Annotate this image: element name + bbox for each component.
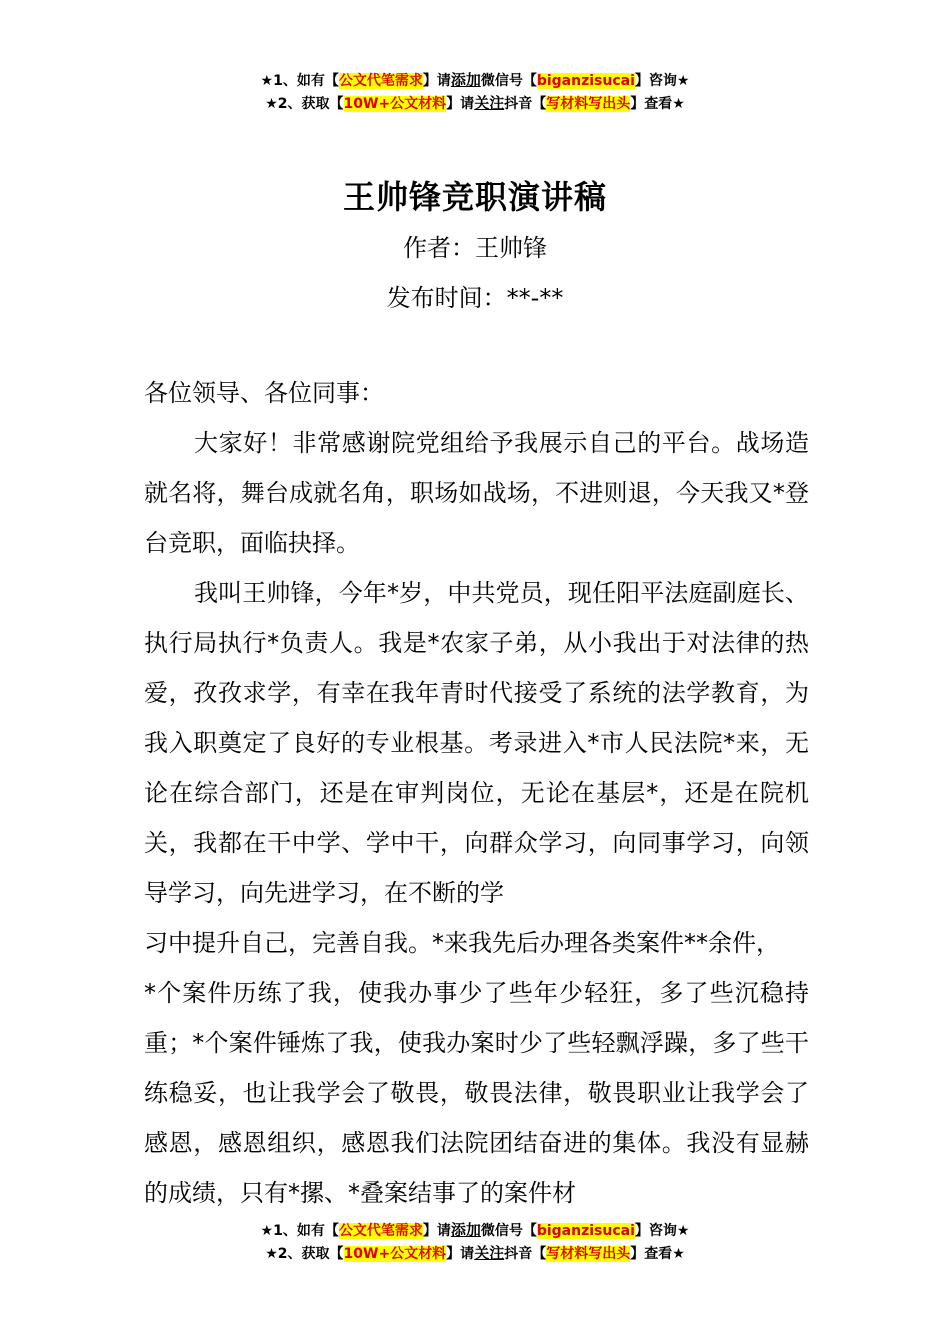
douyin-account: 写材料写出头: [546, 1246, 631, 1262]
highlight-text: 公文代笔需求: [338, 1223, 423, 1239]
banner-line-1: ★1、如有【公文代笔需求】请添加微信号【biganzisucai】咨询★: [260, 71, 690, 89]
paragraph-continuation: 习中提升自己，完善自我。*来我先后办理各类案件**余件，: [144, 929, 780, 957]
paragraph: 大家好！非常感谢院党组给予我展示自己的平台。战场造就名将，舞台成就名角，职场如战场，不进则退，今天我又*登台竞职，面临抉择。: [144, 429, 809, 557]
highlight-text: 10W+公文材料: [343, 1246, 447, 1262]
footer-banner: [0, 1219, 950, 1265]
banner-line-2: ★2、获取【10W+公文材料】请关注抖音【写材料写出头】查看★: [265, 94, 685, 112]
paragraph: 我叫王帅锋，今年*岁，中共党员，现任阳平法庭副庭长、执行局执行*负责人。我是*农家子弟，从小我出于对法律的热爱，孜孜求学，有幸在我年青时代接受了系统的法学教育，为我入职奠定了良好的专业根基。考录进入*市人民法院*来，无论在综合部门，还是在审判岗位，无论在基层*，还是在院机关，我都在干中学、学中干，向群众学习，向同事学习，向领导学习，向先进学习，在不断的学: [144, 579, 809, 907]
underlined-text: 添加: [450, 71, 481, 89]
underlined-text: 关注: [474, 1244, 505, 1262]
paragraph-continuation: *个案件历练了我，使我办事少了些年少轻狂，多了些沉稳持重；*个案件锤炼了我，使我办案时少了些轻飘浮躁，多了些干练稳妥，也让我学会了敬畏，敬畏法律，敬畏职业让我学会了感恩，感恩组织，感恩我们法院团结奋进的集体。我没有显赫的成绩，只有*摞、*叠案结事了的案件材: [144, 979, 809, 1207]
author-line: 作者：王帅锋: [403, 234, 547, 262]
highlight-text: 10W+公文材料: [343, 96, 447, 112]
highlight-text: 公文代笔需求: [338, 73, 423, 89]
document-body: [144, 368, 809, 1218]
salutation: 各位领导、各位同事：: [144, 379, 384, 407]
underlined-text: 添加: [450, 1221, 481, 1239]
underlined-text: 关注: [474, 94, 505, 112]
banner-line-2: ★2、获取【10W+公文材料】请关注抖音【写材料写出头】查看★: [265, 1244, 685, 1262]
wechat-id: biganzisucai: [536, 1223, 635, 1239]
publish-time: 发布时间：**-**: [386, 284, 564, 312]
douyin-account: 写材料写出头: [546, 96, 631, 112]
wechat-id: biganzisucai: [536, 73, 635, 89]
document-title: 王帅锋竞职演讲稿: [342, 178, 607, 216]
banner-line-1: ★1、如有【公文代笔需求】请添加微信号【biganzisucai】咨询★: [260, 1221, 690, 1239]
header-banner: [0, 69, 950, 115]
